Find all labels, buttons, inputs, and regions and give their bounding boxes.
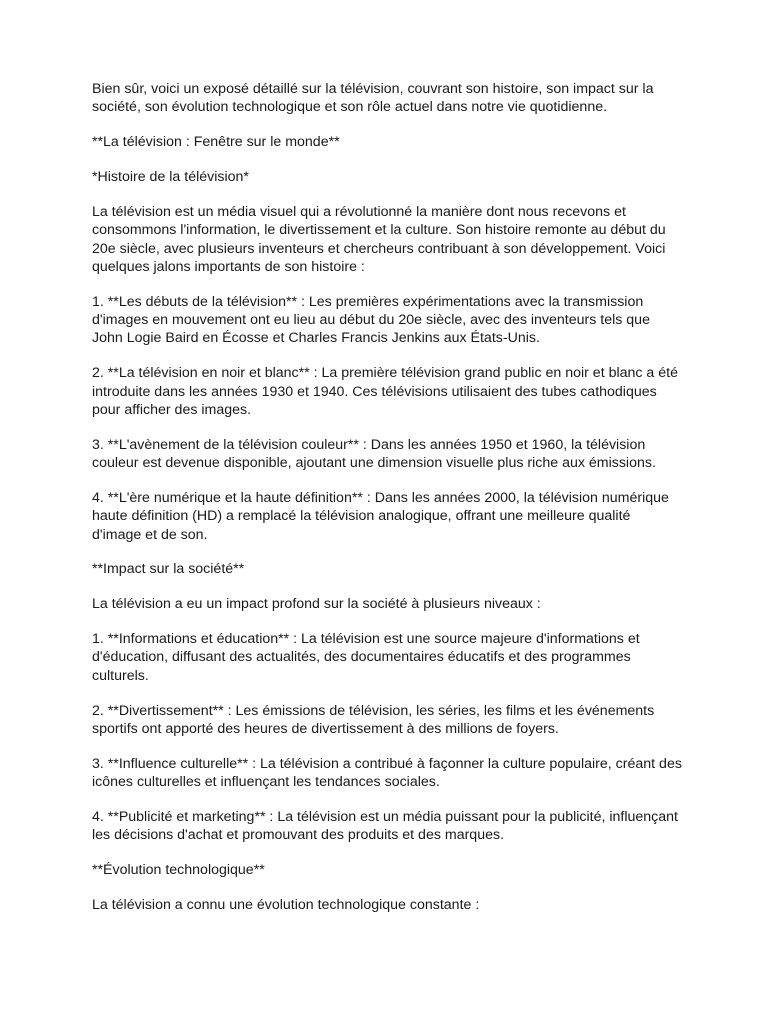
- impact-item-4: 4. **Publicité et marketing** : La télévision est un média puissant pour la publicité, influençant les décisions d'achat et promouvant des produits et des marques.: [92, 809, 678, 844]
- evolution-intro: La télévision a connu une évolution technologique constante :: [92, 897, 480, 914]
- section-heading-evolution: **Évolution technologique**: [92, 862, 265, 879]
- history-item-1: 1. **Les débuts de la télévision** : Les premières expérimentations avec la transmission d'images en mouvement ont eu lieu au début du 20e siècle, avec des inventeurs tels que John Logie Baird en Écosse et Charles Francis Jenkins aux États-Unis.: [92, 293, 650, 347]
- history-item-3: 3. **L'avènement de la télévision couleur** : Dans les années 1950 et 1960, la télévision couleur est devenue disponible, ajoutant une dimension visuelle plus riche aux émissions.: [92, 436, 656, 472]
- history-paragraph: La télévision est un média visuel qui a révolutionné la manière dont nous recevons et consommons l'information, le divertissement et la culture. Son histoire remonte au début du 20e siècle, avec plusieurs inventeurs et chercheurs contribuant à son développement. Voici quelques jalons importants de son histoire :: [92, 203, 666, 275]
- section-heading-impact: **Impact sur la société**: [92, 561, 245, 578]
- intro-paragraph: Bien sûr, voici un exposé détaillé sur la télévision, couvrant son histoire, son impact sur la société, son évolution technologique et son rôle actuel dans notre vie quotidienne.: [92, 81, 654, 116]
- impact-item-2: 2. **Divertissement** : Les émissions de télévision, les séries, les films et les événements sportifs ont apporté des heures de divertissement à des millions de foyers.: [92, 702, 655, 737]
- document-page: [92, 80, 682, 931]
- history-item-2: 2. **La télévision en noir et blanc** : La première télévision grand public en noir et blanc a été introduite dans les années 1930 et 1940. Ces télévisions utilisaient des tubes cathodiques pour afficher des images.: [92, 365, 678, 418]
- impact-item-1: 1. **Informations et éducation** : La télévision est une source majeure d'informations et d'éducation, diffusant des actualités, des documentaires éducatifs et des programmes culturels.: [92, 631, 640, 684]
- main-title: **La télévision : Fenêtre sur le monde**: [92, 134, 340, 151]
- impact-intro: La télévision a eu un impact profond sur la société à plusieurs niveaux :: [92, 596, 541, 613]
- history-item-4: 4. **L'ère numérique et la haute définition** : Dans les années 2000, la télévision numérique haute définition (HD) a remplacé la télévision analogique, offrant une meilleure qualité d'image et de son.: [92, 489, 669, 543]
- impact-item-3: 3. **Influence culturelle** : La télévision a contribué à façonner la culture populaire, créant des icônes culturelles et influençant les tendances sociales.: [92, 755, 682, 791]
- section-heading-history: *Histoire de la télévision*: [92, 169, 249, 186]
